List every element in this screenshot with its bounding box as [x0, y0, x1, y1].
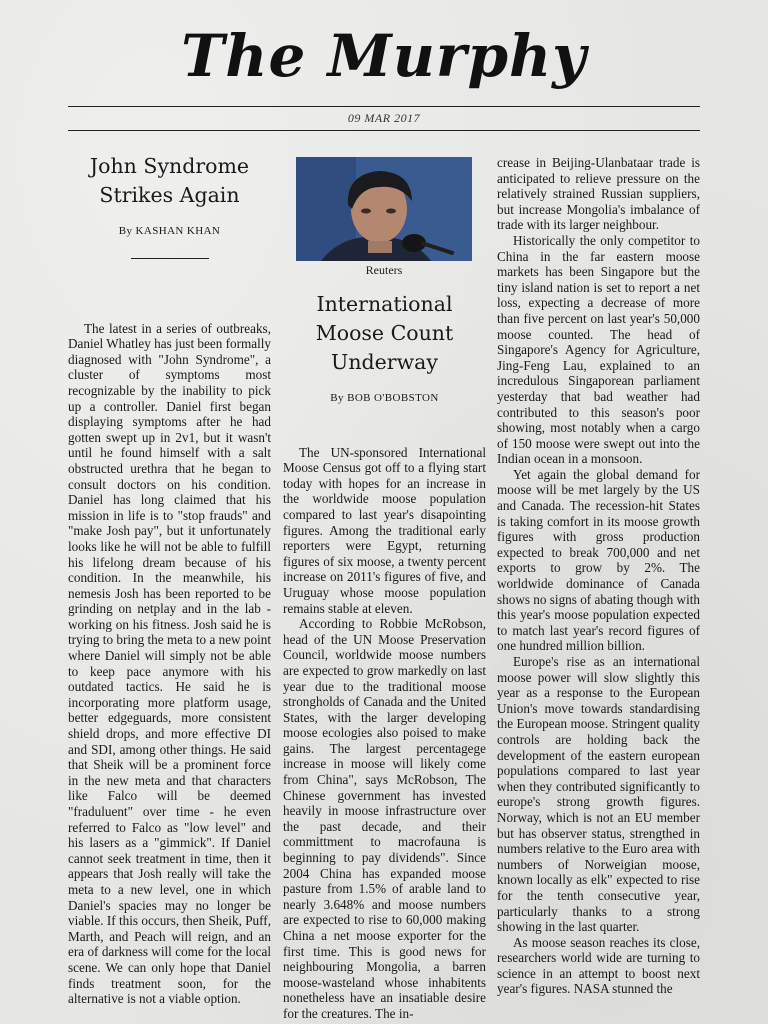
article-2-body-col2: [283, 445, 486, 1022]
news-photo: [296, 157, 472, 261]
photo-caption: Reuters: [365, 263, 403, 277]
byline-author: BOB O'BOBSTON: [347, 392, 439, 404]
article-paragraph: As moose season reaches its close, researchers world wide are turning to science in an attempt to boost next year's figures. NASA stunned the: [497, 934, 700, 997]
article-paragraph: According to Robbie McRobson, head of the UN Moose Preservation Council, worldwide moose numbers are expected to grow markedly on last year due to the traditional moose strongholds of Canada and the United States, with the larger developing moose ecologies also poised to make gains. The largest percentagege increase in moose will likely come from China", says McRobson, The Chinese government has invested heavily in moose infrastructure over the past decade, and their committment to macrofauna is beginning to pay dividends". Since 2004 China has expanded moose pasture from 1.5% of arable land to nearly 3.648% and moose numbers are expected to rise to 60,000 making China a net moose exporter for the first time. This is good news for neighbouring Mongolia, a barren moose-wasteland whose inhabitents nonetheless have an insatiable desire for the creatures. The in-: [283, 616, 486, 1021]
portrait-image: [296, 157, 472, 261]
article-paragraph: Yet again the global demand for moose will be met largely by the US and Canada. The recession-hit States is taking comfort in its moose growth figures with gross production expected to break 700,000 and net exports to grow by 2%. The worldwide dominance of Canada shows no signs of abating though with this year's moose population expected to match last year's record figures of one hundred million billion.: [497, 466, 700, 654]
headline-divider: [131, 258, 209, 259]
article-1-headline: John Syndrome Strikes Again: [89, 154, 250, 207]
masthead-rule-bottom: [68, 130, 700, 131]
article-paragraph: crease in Beijing-Ulanbataar trade is anticipated to relieve pressure on the relatively strained Russian suppliers, but increase Mongolia's imbalance of trade with its larger neighbour.: [497, 155, 700, 233]
article-1: [68, 152, 271, 1007]
article-2-body-col3: [497, 155, 700, 997]
byline-author: KASHAN KHAN: [135, 225, 221, 237]
article-paragraph: Europe's rise as an international moose power will slow slightly this year as a response to the European Union's move towards standardising the European moose. Stringent quality controls are holding back the development of the eastern european populations compared to last year when they contributed significantly to europe's strong growth figures. Norway, which is not an EU member but has observer status, strengthed in numbers relative to the Euro area with numbers of Norweigian moose, known locally as elk" expected to rise for the tenth consecutive year, particularly thanks to a strong showing in the last quarter.: [497, 654, 700, 935]
article-2-headline: International Moose Count Underway: [315, 292, 454, 374]
article-paragraph: The latest in a series of outbreaks, Daniel Whatley has just been formally diagnosed with "John Syndrome", a cluster of symptoms most recognizable by the inability to pick up a controller. Daniel first began displaying symptoms after he had gotten swept up in 2v1, but it wasn't until he found himself with a salt obstructed urethra that he began to consult doctors on his condition. Daniel has long claimed that his mission in life is to "stop frauds" and "make Josh pay", but it unfortunately looks like he will not be able to fulfill his lifelong dream because of his condition. In the meanwhile, his nemesis Josh has been reported to be grinding on netplay and in the lab - working on his fitness. Josh said he is trying to bring the meta to a new point where Daniel will simply not be able to keep pace anymore with his outdated tactics. He said he is incorporating more platform usage, better edgeguards, more consistent shield drops, and more effective DI and SDI, among other things. He said that Sheik will be a prominent force in the new meta and that characters like Falco will be deemed "fraduluent" over time - he even referred to Falco as "low level" and his lasers as a "gimmick". If Daniel cannot seek treatment in time, then it appears that Josh really will take the meta to a new level, one in which Daniel's spacies may no longer be viable. If this occurs, then Sheik, Puff, Marth, and Peach will reign, and an era of darkness will come for the local scene. We can only hope that Daniel finds treatment soon, for the alternative is not a viable option.: [68, 320, 272, 1007]
masthead-title: The Murphy: [181, 22, 587, 90]
byline-prefix: By: [330, 392, 344, 404]
article-1-byline: [68, 224, 271, 240]
article-paragraph: Historically the only competitor to China in the far eastern moose markets has been Singapore but the tiny island nation is set to report a net loss, expecting a decrease of more than five percent on last year's 50,000 moose counted. The head of Singapore's Agency for Agriculture, Jing-Feng Lau, explained to an incredulous Singaporean parliament yesterday that bad weather had contributed to this season's poor showing, most notably when a cargo of 150 moose were swept out into the Indian ocean in a monsoon.: [497, 232, 700, 467]
article-paragraph: The UN-sponsored International Moose Census got off to a flying start today with hopes for an increase in the worldwide moose population compared to last year's disapointing figures. Among the traditional early reporters were Egypt, returning figures of six moose, a twenty percent increase on 2011's figures of five, and Uruguay whose moose population remains stable at eleven.: [283, 444, 486, 616]
article-2: [283, 290, 486, 1022]
article-2-byline: [283, 391, 486, 407]
masthead-rule-top: [68, 106, 700, 107]
article-1-body: [68, 321, 271, 1007]
byline-prefix: By: [118, 225, 133, 237]
dateline: 09 MAR 2017: [347, 111, 421, 125]
